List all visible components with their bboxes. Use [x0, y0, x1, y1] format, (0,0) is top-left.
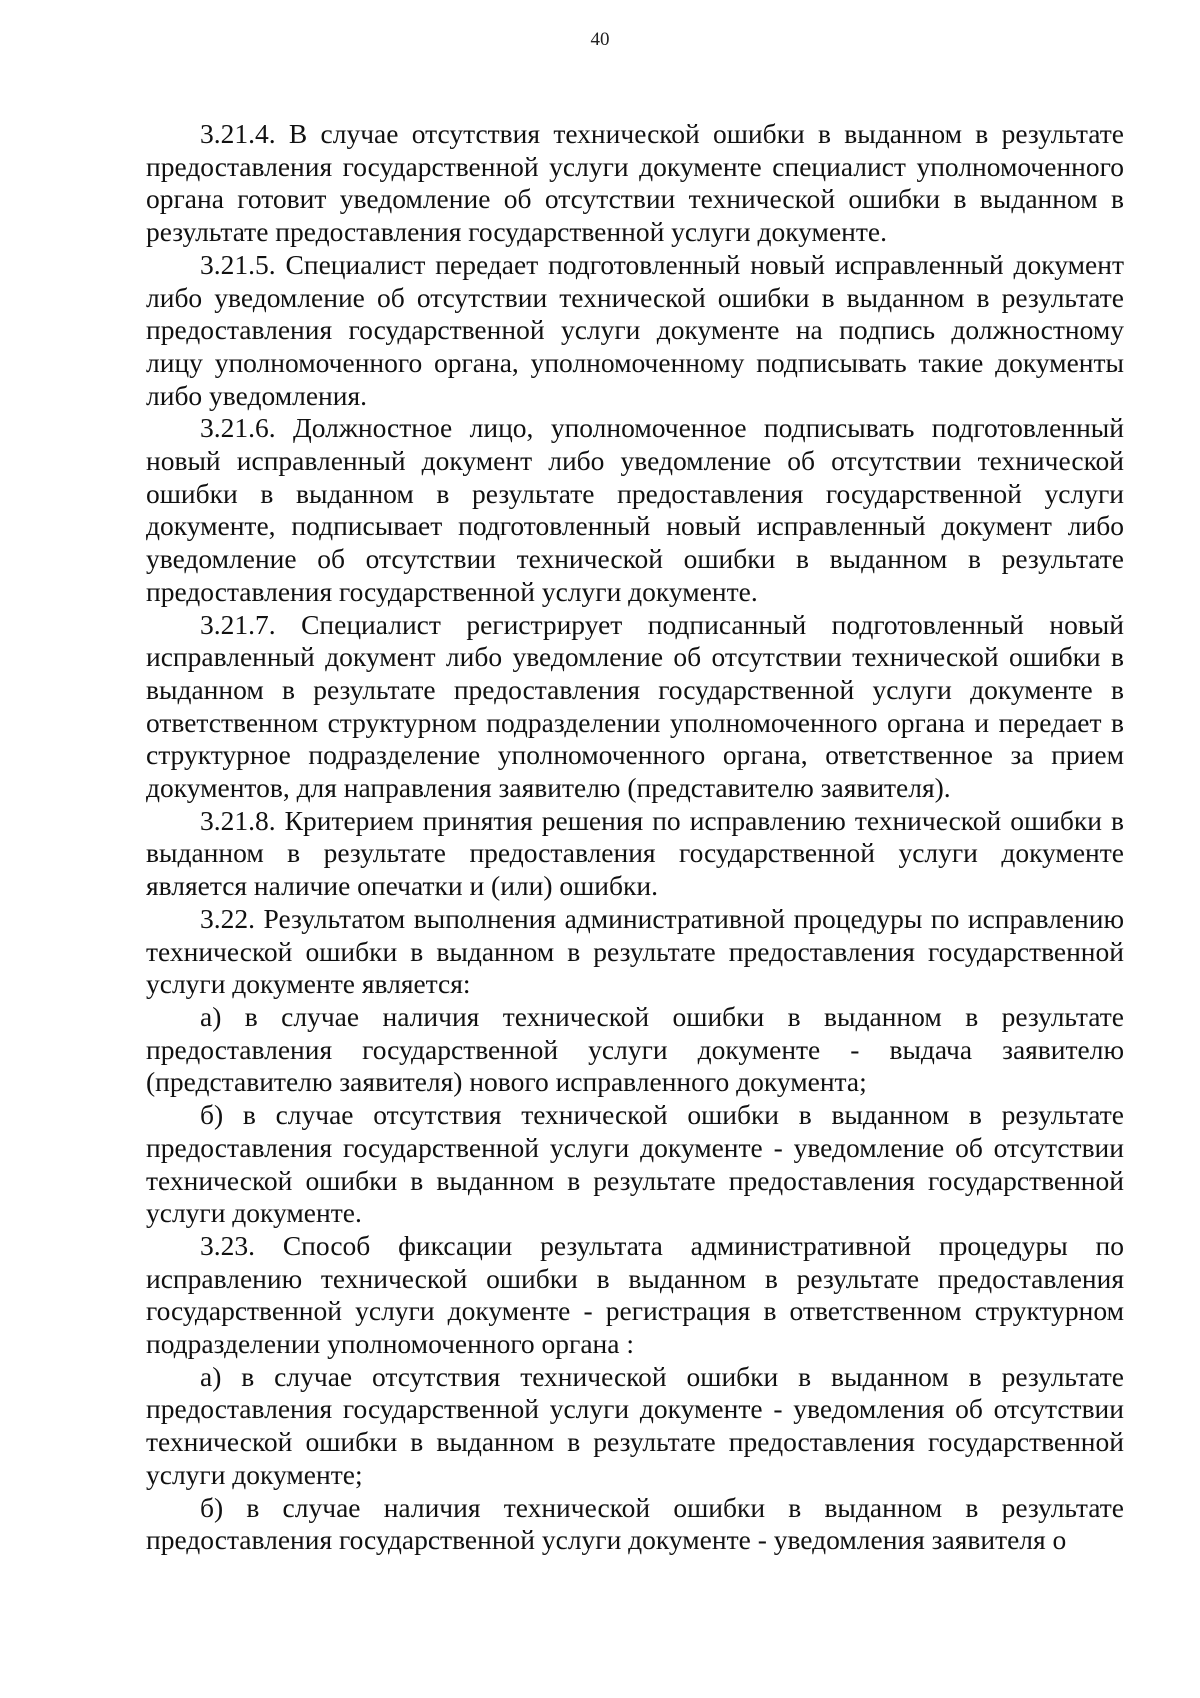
paragraph-3-21-5: 3.21.5. Специалист передает подготовленный новый исправленный документ либо уведомление об отсутствии технической ошибки в выданном в результате предоставления государственной услуги документе на подпись должностному лицу уполномоченного органа, уполномоченному подписывать такие документы либо уведомления. — [146, 248, 1124, 411]
paragraph-3-21-7: 3.21.7. Специалист регистрирует подписанный подготовленный новый исправленный документ либо уведомление об отсутствии технической ошибки в выданном в результате предоставления государственной услуги документе в ответственном структурном подразделении уполномоченного органа и передает в структурное подразделение уполномоченного органа, ответственное за прием документов, для направления заявителю (представителю заявителя). — [146, 608, 1124, 804]
paragraph-3-22-b: б) в случае отсутствия технической ошибки в выданном в результате предоставления государственной услуги документе - уведомление об отсутствии технической ошибки в выданном в результате предоставления государственной услуги документе. — [146, 1099, 1124, 1229]
paragraph-3-23-a: а) в случае отсутствия технической ошибки в выданном в результате предоставления государственной услуги документе - уведомления об отсутствии технической ошибки в выданном в результате предоставления государственной услуги документе; — [146, 1360, 1124, 1490]
paragraph-3-23-b: б) в случае наличия технической ошибки в выданном в результате предоставления государственной услуги документе - уведомления заявителя о — [146, 1491, 1124, 1556]
paragraph-3-22: 3.22. Результатом выполнения административной процедуры по исправлению технической ошибки в выданном в результате предоставления государственной услуги документе является: — [146, 902, 1124, 1000]
paragraph-3-21-8: 3.21.8. Критерием принятия решения по исправлению технической ошибки в выданном в результате предоставления государственной услуги документе является наличие опечатки и (или) ошибки. — [146, 804, 1124, 902]
document-body — [146, 118, 1124, 1557]
paragraph-3-22-a: а) в случае наличия технической ошибки в выданном в результате предоставления государственной услуги документе - выдача заявителю (представителю заявителя) нового исправленного документа; — [146, 1000, 1124, 1098]
paragraph-3-21-4: 3.21.4. В случае отсутствия технической ошибки в выданном в результате предоставления государственной услуги документе специалист уполномоченного органа готовит уведомление об отсутствии технической ошибки в выданном в результате предоставления государственной услуги документе. — [146, 118, 1124, 248]
paragraph-3-23: 3.23. Способ фиксации результата административной процедуры по исправлению технической ошибки в выданном в результате предоставления государственной услуги документе - регистрация в ответственном структурном подразделении уполномоченного органа : — [146, 1229, 1124, 1360]
paragraph-3-21-6: 3.21.6. Должностное лицо, уполномоченное подписывать подготовленный новый исправленный документ либо уведомление об отсутствии технической ошибки в выданном в результате предоставления государственной услуги документе, подписывает подготовленный новый исправленный документ либо уведомление об отсутствии технической ошибки в выданном в результате предоставления государственной услуги документе. — [146, 412, 1124, 607]
page-number: 40 — [590, 29, 610, 50]
